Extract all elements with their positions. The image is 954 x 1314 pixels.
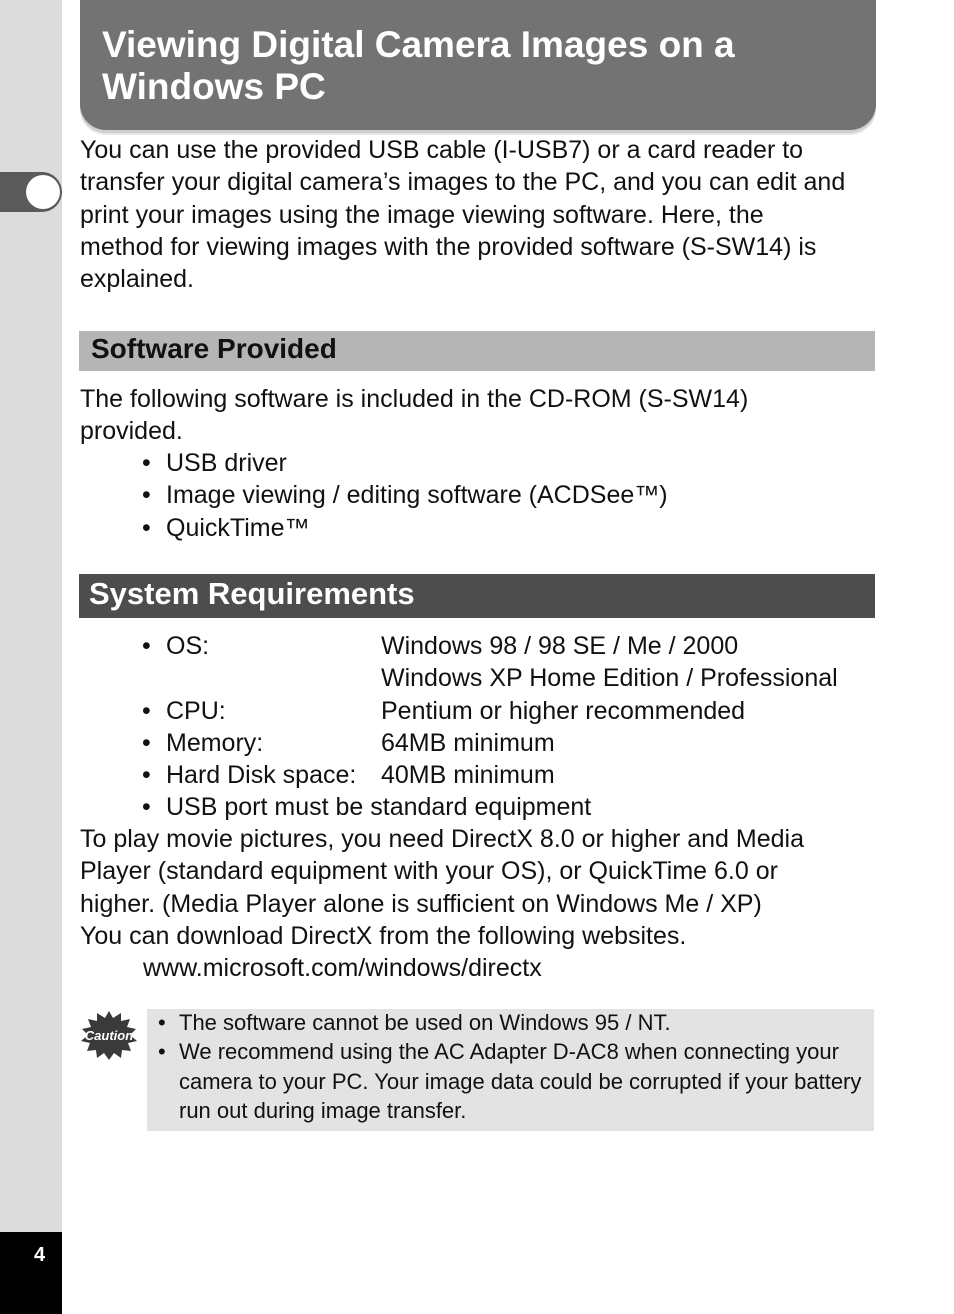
caution-item-text: We recommend using the AC Adapter D-AC8 when connecting your camera to your PC. Your image data could be corrupted if your battery run out during image transfer.	[179, 1039, 862, 1123]
requirement-value: Pentium or higher recommended	[381, 696, 746, 725]
movie-note-line: To play movie pictures, you need DirectX 8.0 or higher and Media	[80, 825, 804, 853]
bullet-icon: •	[142, 513, 151, 542]
bullet-icon: •	[142, 449, 151, 477]
page-title-line-2: Windows PC	[102, 66, 326, 107]
requirement-label: OS:	[166, 632, 210, 660]
movie-note-line: Player (standard equipment with your OS), or QuickTime 6.0 or	[80, 857, 778, 886]
requirement-value: 64MB minimum	[381, 728, 555, 757]
caution-item-text: The software cannot be used on Windows 95 / NT.	[179, 1010, 671, 1035]
bullet-icon: •	[158, 1010, 166, 1035]
movie-note-line: You can download DirectX from the following websites.	[80, 921, 687, 950]
list-item-text: QuickTime™	[166, 513, 310, 542]
movie-note-line: higher. (Media Player alone is sufficient on Windows Me / XP)	[80, 889, 762, 918]
bullet-icon: •	[142, 696, 151, 725]
requirement-value: 40MB minimum	[381, 761, 555, 790]
intro-line: explained.	[80, 265, 194, 294]
bullet-icon: •	[142, 481, 151, 510]
caution-item	[158, 1008, 868, 1037]
requirement-label: CPU:	[166, 696, 226, 725]
bullet-icon: •	[142, 632, 151, 660]
requirement-label: Memory:	[166, 728, 264, 757]
software-lead-line: provided.	[80, 417, 183, 446]
page-title-line-1: Viewing Digital Camera Images on a	[102, 24, 735, 65]
intro-line: method for viewing images with the provided software (S-SW14) is	[80, 232, 817, 261]
list-item-text: Image viewing / editing software (ACDSee™)	[166, 481, 668, 510]
page-title	[102, 24, 862, 108]
caution-list	[158, 1008, 868, 1125]
requirement-value: Windows XP Home Edition / Professional	[381, 664, 838, 693]
requirement-label: Hard Disk space:	[166, 761, 357, 790]
software-lead-line: The following software is included in the CD-ROM (S-SW14)	[80, 385, 749, 413]
chapter-tab-marker	[26, 175, 60, 209]
software-section-heading: Software Provided	[91, 333, 337, 364]
page-number: 4	[34, 1244, 46, 1266]
caution-icon-label: Caution	[84, 1028, 134, 1043]
requirements-section-heading: System Requirements	[89, 576, 415, 611]
caution-item	[158, 1037, 868, 1125]
list-item-text: USB driver	[166, 449, 287, 477]
bullet-icon: •	[142, 793, 151, 822]
requirement-label: USB port must be standard equipment	[166, 793, 592, 822]
intro-line: transfer your digital camera’s images to the PC, and you can edit and	[80, 168, 846, 197]
caution-icon	[80, 1010, 138, 1060]
movie-note-paragraph	[80, 823, 880, 952]
intro-line: You can use the provided USB cable (I-USB7) or a card reader to	[80, 136, 804, 164]
requirement-value: Windows 98 / 98 SE / Me / 2000	[381, 632, 739, 660]
bullet-icon: •	[158, 1039, 166, 1065]
software-lead	[80, 383, 880, 448]
intro-line: print your images using the image viewing software. Here, the	[80, 200, 764, 229]
intro-paragraph	[80, 134, 880, 295]
bullet-icon: •	[142, 761, 151, 790]
directx-url: www.microsoft.com/windows/directx	[143, 954, 542, 982]
bullet-icon: •	[142, 728, 151, 757]
